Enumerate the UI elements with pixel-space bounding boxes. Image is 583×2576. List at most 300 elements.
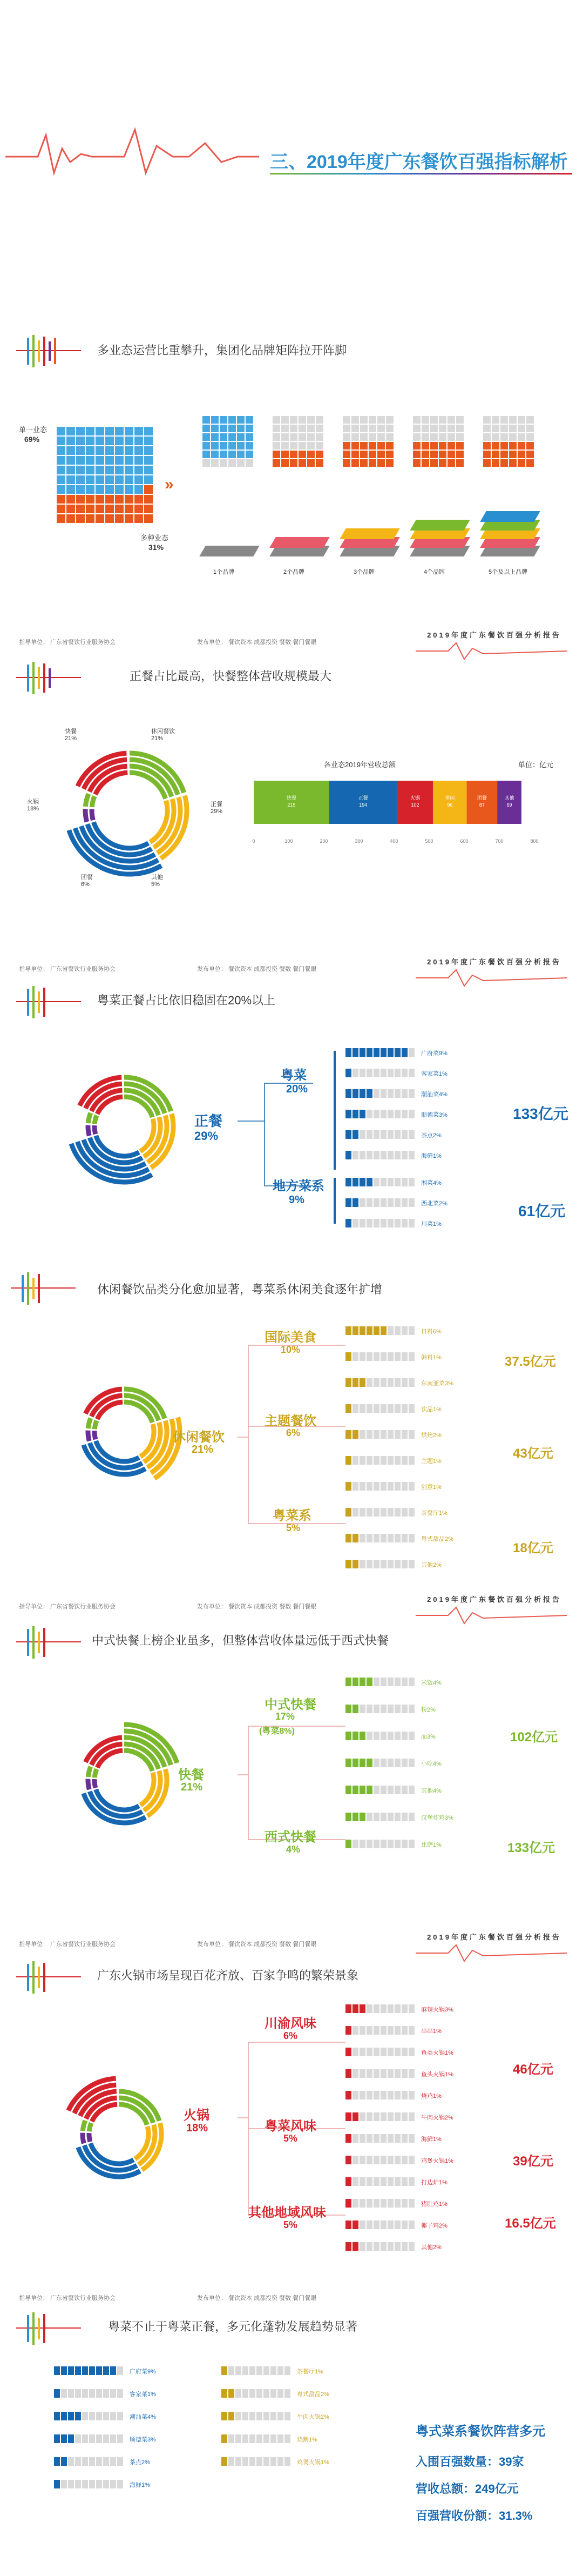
bar-segment [388, 2091, 394, 2099]
bar-segment [367, 1508, 372, 1517]
grid-cell [228, 433, 236, 441]
bar-segment [374, 1352, 379, 1361]
bar-segment [374, 2026, 379, 2035]
grid-cell [413, 416, 421, 424]
bar-segment [352, 1534, 358, 1542]
bar-segment [345, 1151, 351, 1159]
bar-segment [360, 1352, 365, 1361]
group-note: (粤菜8%) [259, 1727, 295, 1736]
grid-cell [307, 416, 315, 424]
bar-segment [352, 1198, 358, 1207]
bar-segment [54, 2457, 60, 2466]
grid-cell [430, 416, 438, 424]
dining-donut-chart [54, 1056, 194, 1197]
bar-label: 鸡煲火锅1% [421, 2158, 453, 2164]
connector-lines [238, 1045, 345, 1229]
multi-format-label: 多种业态 [140, 534, 169, 542]
fastfood-bars [345, 1678, 507, 1894]
grid-cell [281, 442, 289, 450]
waffle-cell [144, 446, 153, 455]
bar-segment [367, 1840, 372, 1848]
bar-segment [388, 1110, 394, 1118]
grid-cell [307, 425, 315, 432]
grid-cell [351, 433, 359, 441]
grid-cell [439, 416, 446, 424]
bar-row [54, 2389, 194, 2398]
grid-cell [456, 459, 464, 467]
bar-segment [352, 2069, 358, 2078]
bar-segment [249, 2366, 255, 2375]
brand-label: 1个品牌 [213, 569, 235, 575]
bar-segment [388, 1198, 394, 1207]
bar-segment [395, 1840, 401, 1848]
bar-segment [54, 2412, 60, 2420]
stack-layer [199, 546, 260, 556]
waffle-cell [86, 495, 94, 504]
bar-segment [367, 1130, 372, 1139]
waffle-cell [134, 456, 143, 465]
waffle-cell [105, 505, 114, 513]
page-footer: 指导单位： 广东省餐饮行业服务协会 发布单位： 餐饮资本 成都投资 餐数 餐门餐眼 [19, 1604, 317, 1610]
bar-label: 茶点2% [421, 1132, 442, 1139]
bar-segment [402, 1678, 408, 1686]
bar-segment [68, 2434, 74, 2443]
bar-segment [381, 1069, 387, 1077]
bar-segment [235, 2412, 241, 2420]
grid-cell [228, 425, 236, 432]
bar-segment [263, 2389, 269, 2398]
bar-segment [117, 2389, 123, 2398]
bar-segment [367, 2112, 372, 2121]
grid-cell [211, 459, 219, 467]
bar-segment [249, 2457, 255, 2466]
bar-segment [374, 1786, 379, 1794]
bar-row [345, 1378, 486, 1387]
bar-segment [54, 2434, 60, 2443]
bar-segment [360, 1534, 365, 1542]
grid-cell [377, 451, 385, 458]
grid-cell [211, 416, 219, 424]
bar-segment [388, 1069, 394, 1077]
bar-segment [75, 2389, 81, 2398]
waffle-cell [76, 456, 85, 465]
bar-segment [409, 1404, 415, 1413]
bar-segment [374, 1456, 379, 1465]
bar-row [345, 1759, 486, 1767]
donut-arc [92, 809, 93, 821]
bar-segment [374, 2069, 379, 2078]
bar-segment [263, 2457, 269, 2466]
donut-label: 正餐 29% [211, 801, 223, 815]
bar-segment [367, 2177, 372, 2186]
grid-cell [492, 416, 499, 424]
bar-segment [352, 2199, 358, 2208]
color-stripe-icon [11, 1272, 76, 1305]
bar-segment [395, 1178, 401, 1186]
bar-segment [360, 1840, 365, 1848]
grid-cell [456, 425, 464, 432]
waffle-cell [134, 514, 143, 523]
grid-cell [307, 433, 315, 441]
grid-cell [500, 442, 508, 450]
section-subtitle: 多业态运营比重攀升，集团化品牌矩阵拉开阵脚 [97, 344, 347, 357]
bar-segment [374, 2199, 379, 2208]
bar-segment [388, 2026, 394, 2035]
bar-segment [96, 2412, 102, 2420]
grid-cell [290, 442, 297, 450]
bar-segment [345, 2026, 351, 2035]
grid-cell [448, 442, 455, 450]
bar-segment [388, 1534, 394, 1542]
donut-arc [92, 796, 94, 807]
bar-segment [409, 1326, 415, 1335]
bar-segment [96, 2389, 102, 2398]
bar-row [345, 2156, 486, 2164]
grid-cell [228, 442, 236, 450]
bar-segment [395, 2112, 401, 2121]
bar-segment [402, 1178, 408, 1186]
cuisine-a-pct: 20% [286, 1083, 308, 1095]
bar-segment [395, 2199, 401, 2208]
grid-cell [500, 433, 508, 441]
bar-segment [352, 1508, 358, 1517]
donut-arc [88, 1125, 89, 1136]
bar-segment [409, 2177, 415, 2186]
bar-segment [381, 1089, 387, 1098]
center-pct: 21% [181, 1781, 203, 1793]
stack-layer [480, 511, 540, 522]
section-subtitle: 休闲餐饮品类分化愈加显著，粤菜系休闲美食逐年扩增 [97, 1283, 383, 1296]
axis-tick-label: 100 [284, 838, 293, 844]
brand-label: 5个及以上品牌 [489, 569, 528, 575]
bar-segment [110, 2412, 116, 2420]
bar-segment [345, 1352, 351, 1361]
bar-segment [345, 1178, 351, 1186]
bar-segment [374, 1840, 379, 1848]
bar-segment [345, 2177, 351, 2186]
waffle-cell [96, 495, 104, 504]
bar-segment [402, 1198, 408, 1207]
bar-row [345, 1560, 486, 1568]
bar-segment [374, 2221, 379, 2229]
bar-segment [263, 2434, 269, 2443]
bar-segment [284, 2457, 290, 2466]
grid-cell [492, 433, 499, 441]
grid-cell [351, 442, 359, 450]
group-label: 西式快餐 [265, 1830, 316, 1844]
bar-segment [395, 1482, 401, 1491]
bar-segment [367, 1482, 372, 1491]
grid-cell [386, 459, 394, 467]
bar-label: 客家菜1% [130, 2391, 156, 2398]
cuisine-a-label: 粤菜 [281, 1068, 307, 1083]
grid-cell [228, 416, 236, 424]
grid-cell [483, 425, 491, 432]
bar-row [221, 2412, 362, 2420]
bar-segment [345, 2091, 351, 2099]
bar-segment [345, 1534, 351, 1542]
bar-segment [395, 1759, 401, 1767]
waffle-cell [57, 427, 65, 435]
page-footer: 指导单位： 广东省餐饮行业服务协会 发布单位： 餐饮资本 成都投资 餐数 餐门餐眼 [19, 2295, 317, 2302]
grid-cell [360, 459, 368, 467]
bar-label: 川菜1% [421, 1221, 442, 1227]
grid-cell [316, 433, 323, 441]
grid-cell [509, 433, 517, 441]
grid-cell [343, 425, 350, 432]
bar-segment [402, 1151, 408, 1159]
grid-cell [430, 459, 438, 467]
grid-cell [316, 416, 323, 424]
grid-cell [307, 451, 315, 458]
waffle-cell [66, 446, 75, 455]
bar-segment [256, 2412, 262, 2420]
grid-cell [386, 451, 394, 458]
stack-layer [340, 528, 400, 539]
bar-segment [89, 2366, 95, 2375]
bar-segment [82, 2457, 88, 2466]
bar-segment [360, 2004, 365, 2013]
page-footer: 指导单位： 广东省餐饮行业服务协会 发布单位： 餐饮资本 成都投资 餐数 餐门餐眼 [19, 1941, 317, 1948]
bar-segment [360, 1560, 365, 1568]
bar-segment [374, 1326, 379, 1335]
bar-label: 粉2% [421, 1707, 436, 1713]
center-pct: 18% [186, 2122, 208, 2134]
bar-segment [409, 1048, 415, 1057]
waffle-cell [134, 495, 143, 504]
bar-label: 小吃4% [421, 1761, 442, 1767]
bar-segment [352, 1678, 358, 1686]
cantonese-bars-right [221, 2366, 378, 2507]
bar-segment [395, 2004, 401, 2013]
bar-segment [381, 2112, 387, 2121]
bar-segment [263, 2366, 269, 2375]
waffle-cell [76, 514, 85, 523]
bar-label: 其他2% [421, 1562, 442, 1568]
bar-segment [388, 1508, 394, 1517]
bar-value-label: 96 [447, 802, 453, 808]
bar-segment [381, 1326, 387, 1335]
bar-segment [242, 2457, 248, 2466]
grid-cell [316, 459, 323, 467]
bar-segment [242, 2366, 248, 2375]
bar-segment [388, 1482, 394, 1491]
bar-segment [367, 1456, 372, 1465]
bar-segment [61, 2412, 67, 2420]
bar-segment [360, 1813, 365, 1821]
group-pct: 10% [281, 1344, 301, 1355]
grid-cell [281, 416, 289, 424]
bar-segment [68, 2480, 74, 2488]
waffle-cell [57, 514, 65, 523]
grid-cell [422, 416, 429, 424]
waffle-cell [66, 427, 75, 435]
bar-row [345, 1732, 486, 1740]
bar-segment [345, 1732, 351, 1740]
bar-segment [345, 1130, 351, 1139]
bar-segment [374, 1089, 379, 1098]
bar-segment [409, 2026, 415, 2035]
bar-segment [395, 1404, 401, 1413]
bar-segment [89, 2457, 95, 2466]
bar-label: 烘焙2% [421, 1432, 442, 1439]
bar-segment [402, 1560, 408, 1568]
grid-cell [377, 425, 385, 432]
grid-cell [430, 433, 438, 441]
bar-segment [409, 2134, 415, 2143]
bar-segment [68, 2412, 74, 2420]
group-label: 川渝风味 [265, 2016, 316, 2031]
brand-grid-row [202, 416, 559, 475]
grid-cell [246, 442, 253, 450]
brand-mini-grid [483, 416, 537, 470]
grid-cell [237, 459, 245, 467]
waffle-cell [105, 446, 114, 455]
grid-cell [290, 433, 297, 441]
waffle-cell [134, 446, 143, 455]
bar-segment [89, 2480, 95, 2488]
bar-segment [409, 2242, 415, 2251]
bar-segment [352, 1404, 358, 1413]
bar-segment [284, 2434, 290, 2443]
grid-cell [281, 425, 289, 432]
grid-cell [220, 425, 227, 432]
bar-segment [395, 2177, 401, 2186]
bar-segment [360, 2069, 365, 2078]
bar-segment [345, 1404, 351, 1413]
bar-segment [367, 1178, 372, 1186]
bar-segment [402, 2112, 408, 2121]
bar-segment [388, 1326, 394, 1335]
bar-segment [103, 2480, 109, 2488]
bar-segment [367, 1813, 372, 1821]
grid-cell [273, 451, 280, 458]
waffle-cell [144, 456, 153, 465]
section-casual-dining [0, 1264, 583, 1610]
bar-label: 猪肚鸡1% [421, 2201, 448, 2208]
bar-segment [374, 1759, 379, 1767]
bar-segment [270, 2412, 276, 2420]
bar-segment [374, 1110, 379, 1118]
bar-segment [409, 1178, 415, 1186]
grid-cell [360, 451, 368, 458]
section-hotpot [0, 1923, 583, 2296]
grid-cell [369, 433, 376, 441]
grid-cell [299, 442, 306, 450]
bar-segment [402, 1759, 408, 1767]
bar-segment [388, 1130, 394, 1139]
bar-segment [54, 2480, 60, 2488]
bar-label: 粤式甜品2% [297, 2391, 329, 2398]
bar-segment [345, 1456, 351, 1465]
section-subtitle: 中式快餐上榜企业虽多，但整体营收体量远低于西式快餐 [92, 1634, 389, 1647]
bar-segment [360, 1732, 365, 1740]
grid-cell [456, 451, 464, 458]
bar-segment [388, 1430, 394, 1439]
cuisine-a-bars [345, 1048, 486, 1172]
waffle-cell [144, 485, 153, 494]
bar-segment [68, 2366, 74, 2375]
grid-cell [369, 425, 376, 432]
stat-count: 入围百强数量：39家 [416, 2455, 524, 2468]
footer-publish: 发布单位： 餐饮资本 成都投资 餐数 餐门餐眼 [197, 639, 317, 646]
bar-segment [75, 2457, 81, 2466]
waffle-cell [105, 495, 114, 504]
bar-segment [381, 1198, 387, 1207]
grid-cell [483, 459, 491, 467]
bar-segment [367, 1678, 372, 1686]
section-format-share [0, 621, 583, 945]
grid-cell [343, 451, 350, 458]
bar-segment [402, 1378, 408, 1387]
bar-segment [409, 1456, 415, 1465]
report-tag: 2019年度广东餐饮百强分析报告 [427, 1933, 561, 1941]
waffle-cell [115, 437, 124, 445]
bar-label: 烧鸡1% [421, 2093, 442, 2099]
brand-stack-row [202, 486, 559, 562]
stack-layer [269, 537, 330, 548]
waffle-cell [57, 505, 65, 513]
grid-cell [351, 416, 359, 424]
bar-segment [402, 2091, 408, 2099]
waffle-cell [144, 514, 153, 523]
bar-segment [367, 1326, 372, 1335]
bar-segment [381, 2199, 387, 2208]
bar-segment [402, 2221, 408, 2229]
bar-segment [367, 1560, 372, 1568]
bar-segment [381, 1352, 387, 1361]
bar-segment [360, 1198, 365, 1207]
bar-segment [277, 2389, 283, 2398]
bar-segment [381, 1840, 387, 1848]
bar-segment [374, 1219, 379, 1227]
bar-segment [395, 1110, 401, 1118]
bar-segment [228, 2389, 234, 2398]
bar-row [345, 1534, 486, 1542]
color-stripe-icon [16, 1961, 81, 1994]
grid-cell [351, 425, 359, 432]
axis-tick-label: 700 [495, 838, 504, 844]
bar-row [345, 1482, 486, 1491]
grid-cell [273, 442, 280, 450]
bar-segment [367, 1534, 372, 1542]
bar-value-label: 215 [287, 802, 296, 808]
bar-segment [395, 1352, 401, 1361]
waffle-cell [96, 475, 104, 484]
grid-cell [299, 425, 306, 432]
grid-cell [273, 425, 280, 432]
bar-segment [381, 1378, 387, 1387]
bar-segment [61, 2434, 67, 2443]
bar-segment [402, 1430, 408, 1439]
bar-segment [409, 2069, 415, 2078]
grid-cell [422, 459, 429, 467]
bar-row [345, 1813, 486, 1821]
bar-segment [61, 2457, 67, 2466]
bar-segment [360, 2242, 365, 2251]
bar-segment [110, 2434, 116, 2443]
fastfood-donut-chart [54, 1710, 194, 1850]
axis-tick-label: 500 [425, 838, 433, 844]
grid-cell [518, 451, 525, 458]
waffle-cell [115, 475, 124, 484]
bar-segment [89, 2412, 95, 2420]
bar-segment [360, 1130, 365, 1139]
bar-segment [352, 1840, 358, 1848]
bar-segment [402, 1456, 408, 1465]
grid-cell [526, 416, 534, 424]
grid-cell [439, 451, 446, 458]
